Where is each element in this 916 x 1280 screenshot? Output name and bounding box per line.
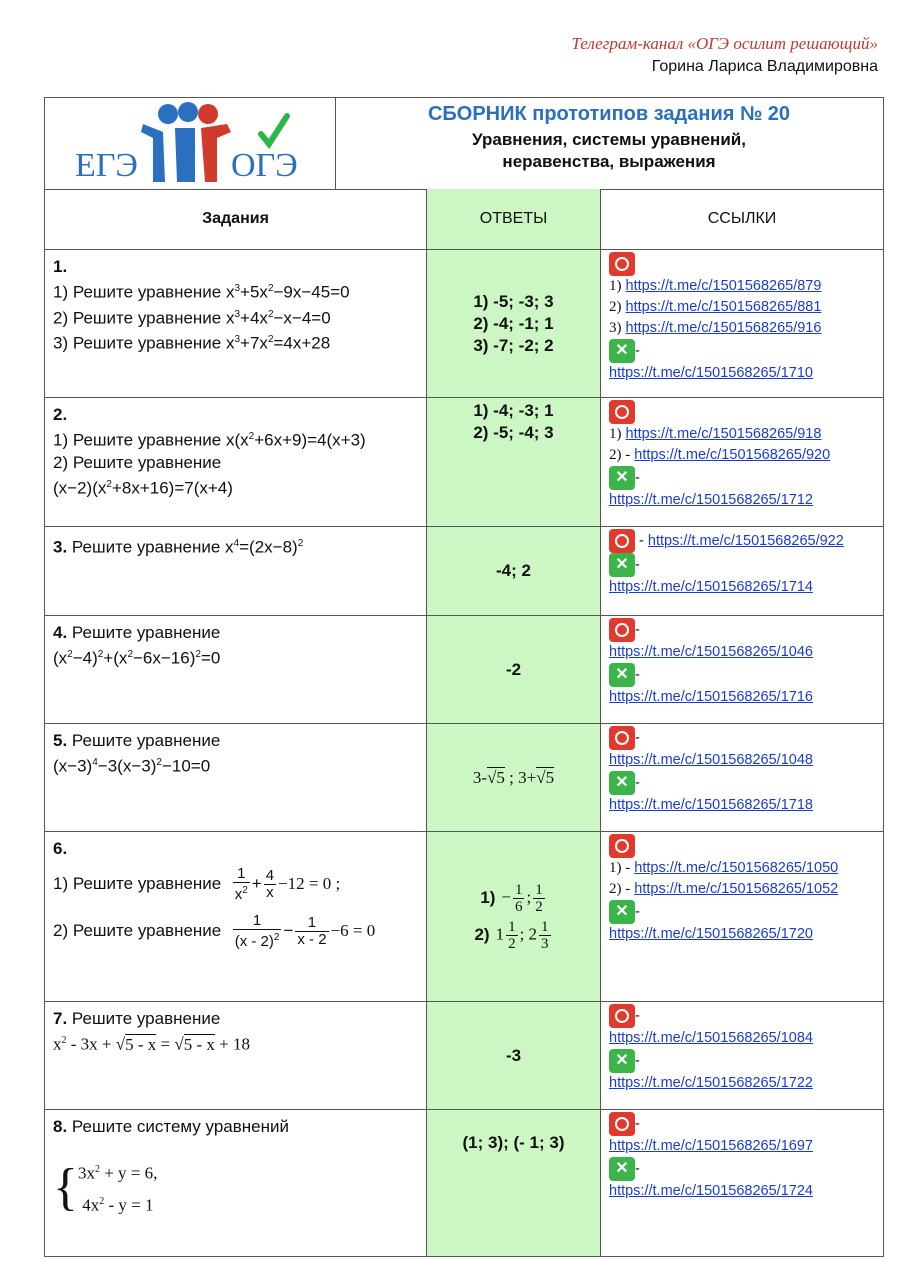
- task-8: [45, 1110, 427, 1256]
- answer-line: 2) -5; -4; 3: [473, 423, 554, 442]
- task-line: 1) Решите уравнение $x^3+5x^2-9x-45=0$: [53, 282, 350, 302]
- task-line: 7. Решите уравнение: [53, 1009, 221, 1028]
- links-4: - https://t.me/c/1501568265/1046 ✕ - https://t.me/c/1501568265/1716: [601, 616, 883, 724]
- video-link[interactable]: https://t.me/c/1501568265/920: [634, 447, 831, 463]
- youtube-icon[interactable]: [609, 1004, 635, 1028]
- video-link[interactable]: https://t.me/c/1501568265/1048: [609, 752, 813, 768]
- task-line: 3) Решите уравнение $x^3+7x^2=4x+28$: [53, 333, 331, 353]
- links-8: - https://t.me/c/1501568265/1697 ✕ - https://t.me/c/1501568265/1724: [601, 1110, 883, 1256]
- answer-line: -2: [505, 659, 522, 679]
- task-1: [45, 250, 427, 398]
- links-7: - https://t.me/c/1501568265/1084 ✕ - https://t.me/c/1501568265/1722: [601, 1002, 883, 1110]
- answer-2: [427, 398, 601, 527]
- answer-1: [427, 250, 601, 398]
- video-link[interactable]: https://t.me/c/1501568265/1052: [634, 881, 839, 897]
- col-head-tasks: Задания: [45, 189, 427, 250]
- task-line: $(x-2)(x^2+8x+16)=7(x+4)$: [53, 478, 233, 498]
- links-3: - https://t.me/c/1501568265/922 ✕ - https://t.me/c/1501568265/1714: [601, 527, 883, 616]
- youtube-icon[interactable]: [609, 1112, 635, 1136]
- svg-text:ОГЭ: ОГЭ: [231, 147, 298, 184]
- task-line: $x^2 - 3x + √5 - x = √5 - x + 18$: [53, 1034, 250, 1054]
- task-line: 3. Решите уравнение $x^4=(2x-8)^2$: [53, 537, 304, 557]
- video-link[interactable]: https://t.me/c/1501568265/922: [647, 532, 844, 549]
- file-link[interactable]: https://t.me/c/1501568265/1710: [609, 365, 813, 381]
- svg-text:ЕГЭ: ЕГЭ: [75, 147, 138, 184]
- answer-8: [427, 1110, 601, 1256]
- excel-icon[interactable]: ✕: [609, 1157, 635, 1181]
- task-4: [45, 616, 427, 724]
- telegram-channel: Телеграм-канал «ОГЭ осилит решающий»: [571, 34, 878, 53]
- video-link[interactable]: https://t.me/c/1501568265/881: [625, 299, 822, 315]
- answer-line: 1) − $\frac{1}{6}$ ; $\frac{1}{2}$: [480, 881, 543, 915]
- task-7: [45, 1002, 427, 1110]
- excel-icon[interactable]: ✕: [609, 339, 635, 363]
- answer-line: -3: [505, 1045, 522, 1065]
- task-6: [45, 832, 427, 1002]
- video-link[interactable]: https://t.me/c/1501568265/916: [625, 320, 822, 336]
- logo: [45, 98, 336, 189]
- excel-icon[interactable]: ✕: [609, 663, 635, 687]
- answer-4: [427, 616, 601, 724]
- task-line: $(x^2-4)^2+(x^2-6x-16)^2=0$: [53, 648, 221, 668]
- excel-icon[interactable]: ✕: [609, 1049, 635, 1073]
- task-number: 1.: [53, 257, 68, 276]
- task-line: 4. Решите уравнение: [53, 623, 221, 642]
- task-line: 2) Решите уравнение $\frac{1}{(x - 2)^2}$ − $\frac{1}{x - 2}$ −6 = 0: [53, 912, 376, 950]
- equation-system: { $3x^2 + y = 6$, $4x^2 - y = 1$: [53, 1158, 158, 1216]
- task-number: 6.: [53, 839, 68, 858]
- video-link[interactable]: https://t.me/c/1501568265/1050: [634, 860, 839, 876]
- subtitle-line-1: Уравнения, системы уравнений,: [472, 130, 746, 149]
- file-link[interactable]: https://t.me/c/1501568265/1720: [609, 926, 813, 942]
- file-link[interactable]: https://t.me/c/1501568265/1718: [609, 797, 813, 813]
- file-link[interactable]: https://t.me/c/1501568265/1714: [609, 579, 813, 595]
- video-link[interactable]: https://t.me/c/1501568265/1697: [609, 1138, 813, 1154]
- task-line: 1) Решите уравнение $\frac{1}{x^2}$ + $\frac{4}{x}$ −12 = 0 ;: [53, 865, 341, 903]
- file-link[interactable]: https://t.me/c/1501568265/1716: [609, 689, 813, 705]
- task-line: 5. Решите уравнение: [53, 731, 221, 750]
- links-2: 1) https://t.me/c/1501568265/918 2) - https://t.me/c/1501568265/920 ✕ - https://t.me/c/1501568265/1712: [601, 398, 883, 527]
- youtube-icon[interactable]: [609, 834, 635, 858]
- ege-oge-logo: [45, 98, 335, 189]
- answer-line: 3) -7; -2; 2: [473, 335, 554, 355]
- task-5: [45, 724, 427, 832]
- file-link[interactable]: https://t.me/c/1501568265/1724: [609, 1183, 813, 1199]
- answer-3: [427, 527, 601, 616]
- youtube-icon[interactable]: [609, 400, 635, 424]
- task-line: 1) Решите уравнение $x(x^2+6x+9)=4(x+3)$: [53, 430, 366, 450]
- answer-line: 1) -4; -3; 1: [473, 401, 554, 420]
- excel-icon[interactable]: ✕: [609, 466, 635, 490]
- file-link[interactable]: https://t.me/c/1501568265/1722: [609, 1075, 813, 1091]
- links-6: 1) - https://t.me/c/1501568265/1050 2) - https://t.me/c/1501568265/1052 ✕ - https://t.me/c/1501568265/1720: [601, 832, 883, 1002]
- subtitle-line-2: неравенства, выражения: [502, 152, 716, 171]
- video-link[interactable]: https://t.me/c/1501568265/879: [625, 278, 822, 294]
- answer-6: [427, 832, 601, 1002]
- task-2: [45, 398, 427, 527]
- excel-icon[interactable]: ✕: [609, 553, 635, 577]
- video-link[interactable]: https://t.me/c/1501568265/1084: [609, 1030, 813, 1046]
- answer-line: -4; 2: [496, 561, 531, 580]
- answer-line: 2) -4; -1; 1: [473, 313, 554, 333]
- answer-line: (1; 3); (- 1; 3): [462, 1133, 565, 1152]
- answer-line: 3-√5 ; 3+√5: [472, 767, 555, 787]
- answer-line: 2) 1 $\frac{1}{2}$ ; 2 $\frac{1}{3}$: [474, 918, 549, 952]
- youtube-icon[interactable]: [609, 726, 635, 750]
- youtube-icon[interactable]: [609, 252, 635, 276]
- task-line: 2) Решите уравнение: [53, 452, 222, 472]
- answer-line: 1) -5; -3; 3: [473, 291, 554, 311]
- links-1: 1) https://t.me/c/1501568265/879 2) https://t.me/c/1501568265/881 3) https://t.me/c/1501568265/916 ✕ - https://t.me/c/1501568265/1710: [601, 250, 883, 398]
- youtube-icon[interactable]: [609, 618, 635, 642]
- document-table: [44, 97, 884, 1257]
- youtube-icon[interactable]: [609, 529, 635, 553]
- file-link[interactable]: https://t.me/c/1501568265/1712: [609, 492, 813, 508]
- task-line: 8. Решите систему уравнений: [53, 1117, 289, 1136]
- author-name: Горина Лариса Владимировна: [651, 58, 878, 75]
- col-head-answers: ОТВЕТЫ: [427, 189, 601, 250]
- table-header: [45, 98, 883, 190]
- collection-title: СБОРНИК прототипов задания № 20: [427, 103, 791, 125]
- task-number: 2.: [53, 405, 68, 424]
- task-3: [45, 527, 427, 616]
- excel-icon[interactable]: ✕: [609, 900, 635, 924]
- title-block: [335, 98, 883, 189]
- task-line: $(x-3)^4-3(x-3)^2-10=0$: [53, 756, 211, 776]
- answer-5: [427, 724, 601, 832]
- video-link[interactable]: https://t.me/c/1501568265/1046: [609, 644, 813, 660]
- links-5: - https://t.me/c/1501568265/1048 ✕ - https://t.me/c/1501568265/1718: [601, 724, 883, 832]
- task-line: 2) Решите уравнение $x^3+4x^2-x-4=0$: [53, 308, 331, 328]
- video-link[interactable]: https://t.me/c/1501568265/918: [625, 426, 822, 442]
- answer-7: [427, 1002, 601, 1110]
- col-head-links: ССЫЛКИ: [601, 189, 883, 250]
- excel-icon[interactable]: ✕: [609, 771, 635, 795]
